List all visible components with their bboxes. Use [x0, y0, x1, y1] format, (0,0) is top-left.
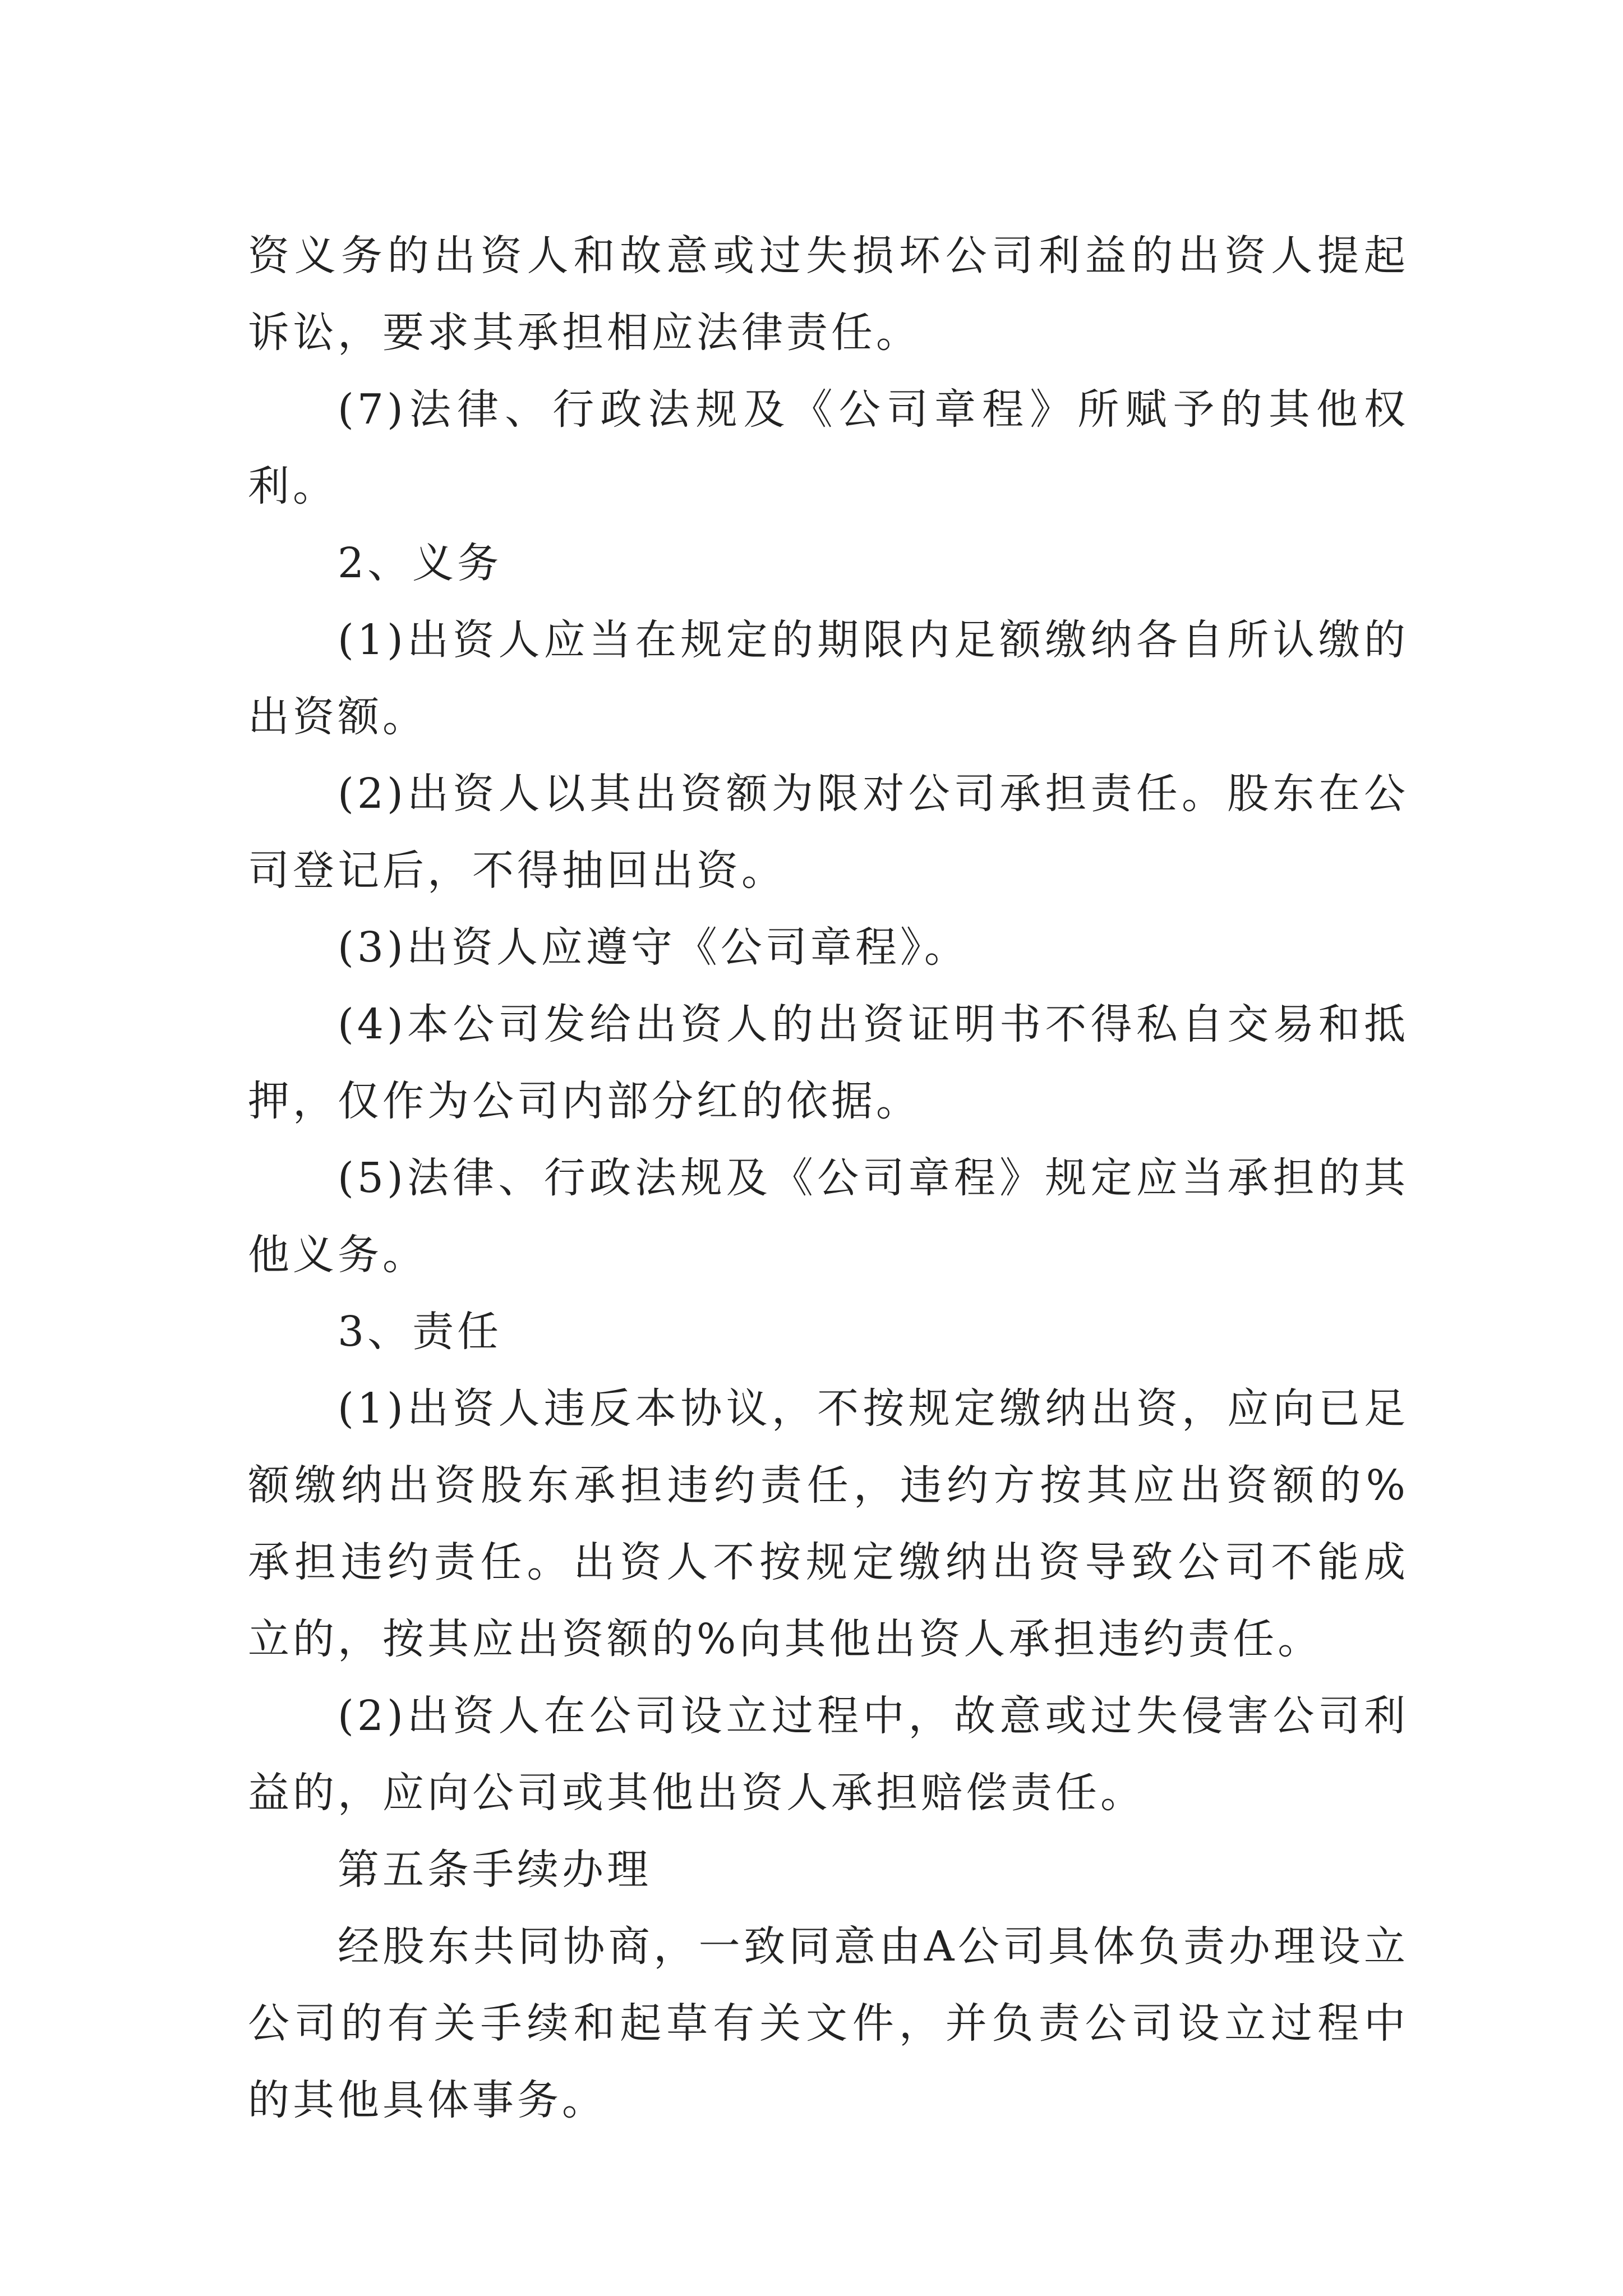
section-heading-liability: 3、责任	[338, 1308, 502, 1356]
paragraph-procedures: 经股东共同协商，一致同意由A公司具体负责办理设立公司的有关手续和起草有关文件，并负责公司设立过程中的其他具体事务。	[248, 1922, 1409, 2124]
paragraph-right-7: (7)法律、行政法规及《公司章程》所赋予的其他权利。	[248, 385, 1409, 510]
paragraph-obligation-3: (3)出资人应遵守《公司章程》。	[338, 923, 969, 972]
section-heading-obligations: 2、义务	[338, 539, 502, 587]
document-body	[248, 218, 1409, 2139]
paragraph-obligation-4: (4)本公司发给出资人的出资证明书不得私自交易和抵押，仅作为公司内部分红的依据。	[248, 1000, 1409, 1125]
paragraph-continuation-lawsuit: 资义务的出资人和故意或过失损坏公司利益的出资人提起诉讼，要求其承担相应法律责任。	[248, 232, 1409, 357]
paragraph-obligation-5: (5)法律、行政法规及《公司章程》规定应当承担的其他义务。	[248, 1154, 1409, 1279]
paragraph-liability-2: (2)出资人在公司设立过程中，故意或过失侵害公司利益的，应向公司或其他出资人承担赔偿责任。	[248, 1692, 1409, 1817]
article-heading-procedures: 第五条手续办理	[338, 1846, 652, 1894]
paragraph-liability-1: (1)出资人违反本协议，不按规定缴纳出资，应向已足额缴纳出资股东承担违约责任，违约方按其应出资额的%承担违约责任。出资人不按规定缴纳出资导致公司不能成立的，按其应出资额的%向其他出资人承担违约责任。	[248, 1384, 1409, 1663]
paragraph-obligation-2: (2)出资人以其出资额为限对公司承担责任。股东在公司登记后，不得抽回出资。	[248, 770, 1409, 895]
paragraph-obligation-1: (1)出资人应当在规定的期限内足额缴纳各自所认缴的出资额。	[248, 616, 1409, 741]
